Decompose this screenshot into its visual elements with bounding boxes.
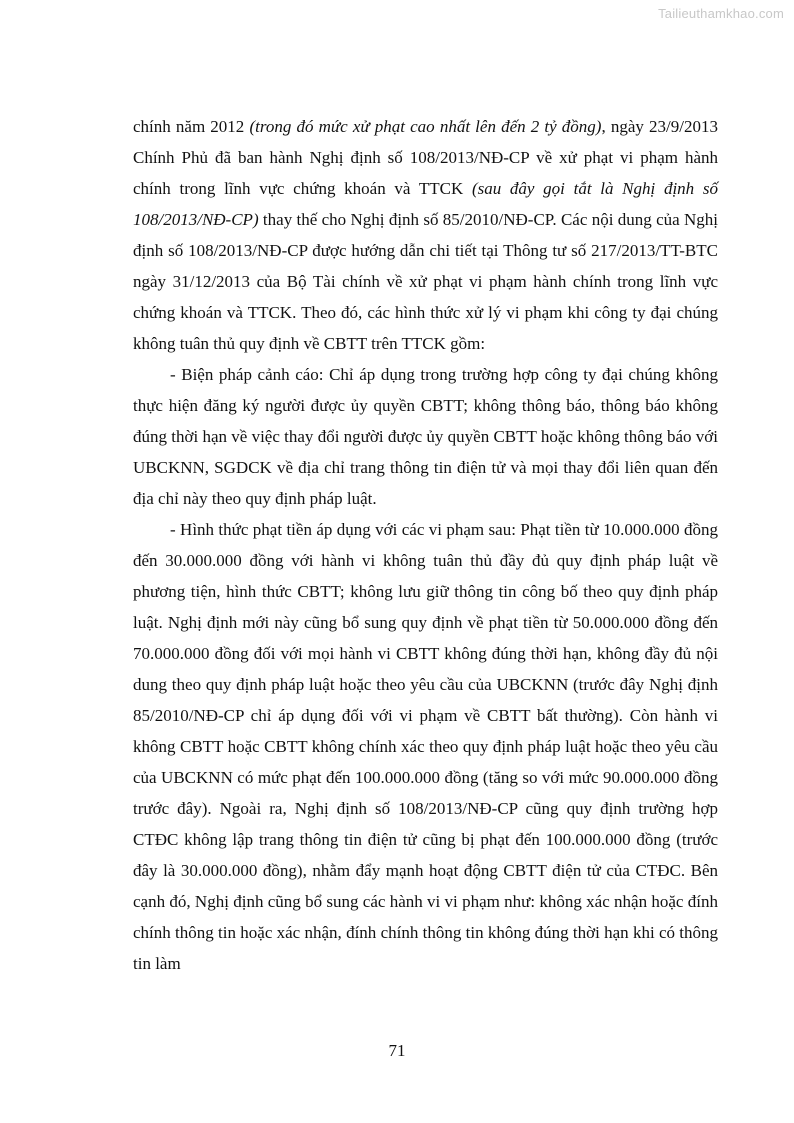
paragraph-text: chính năm 2012 [133,117,250,136]
paragraph-3 [133,514,718,979]
paragraph-text: - Hình thức phạt tiền áp dụng với các vi phạm sau: Phạt tiền từ 10.000.000 đồng đến 30.000.000 đồng với hành vi không tuân thủ đầy đủ quy định pháp luật về phương tiện, hình thức CBTT; không lưu giữ thông tin công bố theo quy định pháp luật. Nghị định mới này cũng bổ sung quy định về phạt tiền từ 50.000.000 đồng đến 70.000.000 đồng đối với mọi hành vi CBTT không đúng thời hạn, không đầy đủ nội dung theo quy định pháp luật hoặc theo yêu cầu của UBCKNN (trước đây Nghị định 85/2010/NĐ-CP chỉ áp dụng đối với vi phạm về CBTT bất thường). Còn hành vi không CBTT hoặc CBTT không chính xác theo quy định pháp luật hoặc theo yêu cầu của UBCKNN có mức phạt đến 100.000.000 đồng (tăng so với mức 90.000.000 đồng trước đây). Ngoài ra, Nghị định số 108/2013/NĐ-CP cũng quy định trường hợp CTĐC không lập trang thông tin điện tử cũng bị phạt đến 100.000.000 đồng (trước đây là 30.000.000 đồng), nhằm đẩy mạnh hoạt động CBTT điện tử của CTĐC. Bên cạnh đó, Nghị định cũng bổ sung các hành vi vi phạm như: không xác nhận hoặc đính chính thông tin hoặc xác nhận, đính chính thông tin không đúng thời hạn khi có thông tin làm [133,520,718,973]
watermark: Tailieuthamkhao.com [658,6,784,21]
document-body [133,111,718,979]
paragraph-italic-text: (trong đó mức xử phạt cao nhất lên đến 2 tỷ đồng) [249,117,602,136]
paragraph-text: - Biện pháp cảnh cáo: Chỉ áp dụng trong trường hợp công ty đại chúng không thực hiện đăng ký người được ủy quyền CBTT; không thông báo, thông báo không đúng thời hạn về việc thay đổi người được ủy quyền CBTT hoặc không thông báo với UBCKNN, SGDCK về địa chỉ trang thông tin điện tử và mọi thay đổi liên quan đến địa chỉ này theo quy định pháp luật. [133,365,718,508]
paragraph-2 [133,359,718,514]
paragraph-text: , ngày 23/9/2013 Chính Phủ đã ban hành Nghị định số 108/2013/NĐ-CP về xử phạt vi phạm hành chính trong lĩnh vực chứng khoán và TTCK [133,117,718,198]
paragraph-1 [133,111,718,359]
paragraph-italic-text: (sau đây gọi tắt là Nghị định số 108/2013/NĐ-CP) [133,179,718,229]
paragraph-text: thay thế cho Nghị định số 85/2010/NĐ-CP. Các nội dung của Nghị định số 108/2013/NĐ-CP được hướng dẫn chi tiết tại Thông tư số 217/2013/TT-BTC ngày 31/12/2013 của Bộ Tài chính về xử phạt vi phạm hành chính trong lĩnh vực chứng khoán và TTCK. Theo đó, các hình thức xử lý vi phạm khi công ty đại chúng không tuân thủ quy định về CBTT trên TTCK gồm: [133,210,718,353]
page-number: 71 [388,1041,406,1060]
